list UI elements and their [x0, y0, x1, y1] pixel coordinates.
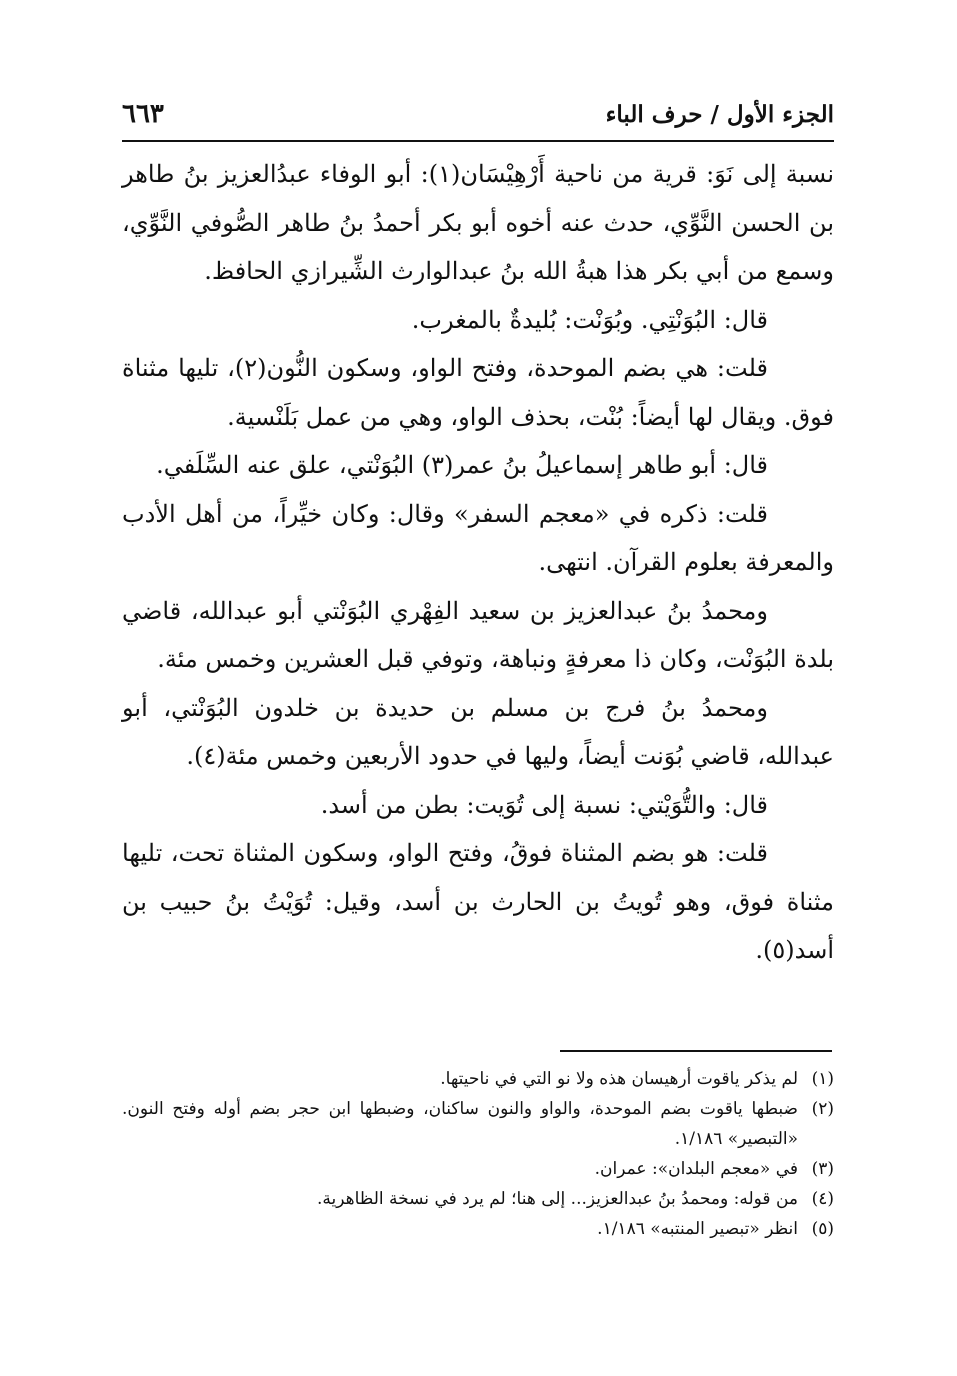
footnote-text: انظر «تبصير المنتبه» ١/١٨٦. [597, 1219, 798, 1239]
footnote-text: من قوله: ومحمدُ بنُ عبدالعزيز... إلى هنا؛ لم يرد في نسخة الظاهرية. [317, 1189, 798, 1209]
footnote [122, 1094, 834, 1154]
paragraph: قال: البُوَنْتِي. وبُوَنْت: بُليدةٌ بالمغرب. [411, 305, 768, 334]
main-text [122, 150, 834, 975]
footnote [122, 1184, 834, 1214]
footnote-mark: (١) [811, 1069, 834, 1089]
header-rule [122, 140, 834, 142]
footnote-text: في «معجم البلدان»: عمران. [594, 1159, 798, 1179]
footnote-rule [560, 1050, 832, 1052]
footnote [122, 1064, 834, 1094]
paragraph: قال: والتُّوَيْتي: نسبة إلى تُوَيت: بطن من أسد. [320, 790, 768, 819]
page-header [122, 92, 834, 136]
footnote-mark: (٥) [811, 1219, 834, 1239]
footnote-mark: (٤) [811, 1189, 834, 1209]
footnotes [122, 1064, 834, 1244]
footnote [122, 1214, 834, 1244]
footnote [122, 1154, 834, 1184]
paragraph: ومحمدُ بنُ فرج بن مسلم بن حديدة بن خلدون البُوَنْتي، أبو عبدالله، قاضي بُوَنت أيضاً، وليها في حدود الأربعين وخمس مئة(٤). [122, 693, 834, 770]
footnote-mark: (٢) [811, 1099, 834, 1119]
page-number: ٦٦٣ [122, 99, 164, 129]
paragraph: قلت: هو بضم المثناة فوقُ، وفتح الواو، وسكون المثناة تحت، تليها مثناة فوق، وهو تُويتُ بن الحارث بن أسد، وقيل: تُوَيْتُ بنُ حبيب بن أسد(٥). [122, 839, 834, 964]
paragraph: قلت: هي بضم الموحدة، وفتح الواو، وسكون النُّون(٢)، تليها مثناة فوق. ويقال لها أيضاً: بُنْت، بحذف الواو، وهي من عمل بَلَنْسية. [122, 354, 834, 431]
paragraph: ومحمدُ بنُ عبدالعزيز بن سعيد الفِهْري البُوَنْتي أبو عبدالله، قاضي بلدة البُوَنْت، وكان ذا معرفةٍ ونباهة، وتوفي قبل العشرين وخمس مئة. [122, 596, 834, 673]
paragraph: نسبة إلى نَوَ: قرية من ناحية أَرْهِيْسَان(١): أبو الوفاء عبدُالعزيز بنُ طاهر بن الحسن النَّوِّي، حدث عنه أخوه أبو بكر أحمدُ بنُ طاهر الصُّوفي النَّوِّي، وسمع من أبي بكر هذا هبةُ الله بنُ عبدالوارث الشِّيرازي الحافظ. [122, 160, 835, 285]
paragraph: قلت: ذكره في «معجم السفر» وقال: وكان خيِّراً، من أهل الأدب والمعرفة بعلوم القرآن. انتهى. [122, 499, 834, 576]
footnote-text: لم يذكر ياقوت أرهيسان هذه ولا نو التي في ناحيتها. [440, 1069, 798, 1089]
footnote-mark: (٣) [811, 1159, 834, 1179]
running-head: الجزء الأول / حرف الباء [605, 100, 834, 128]
footnote-text: ضبطها ياقوت بضم الموحدة، والواو والنون ساكنان، وضبطها ابن حجر بضم أوله وفتح النون. «التبصير» ١/١٨٦. [122, 1099, 798, 1149]
paragraph: قال: أبو طاهر إسماعيلُ بنُ عمر(٣) البُوَنْتي، علق عنه السِّلَفي. [156, 451, 768, 479]
